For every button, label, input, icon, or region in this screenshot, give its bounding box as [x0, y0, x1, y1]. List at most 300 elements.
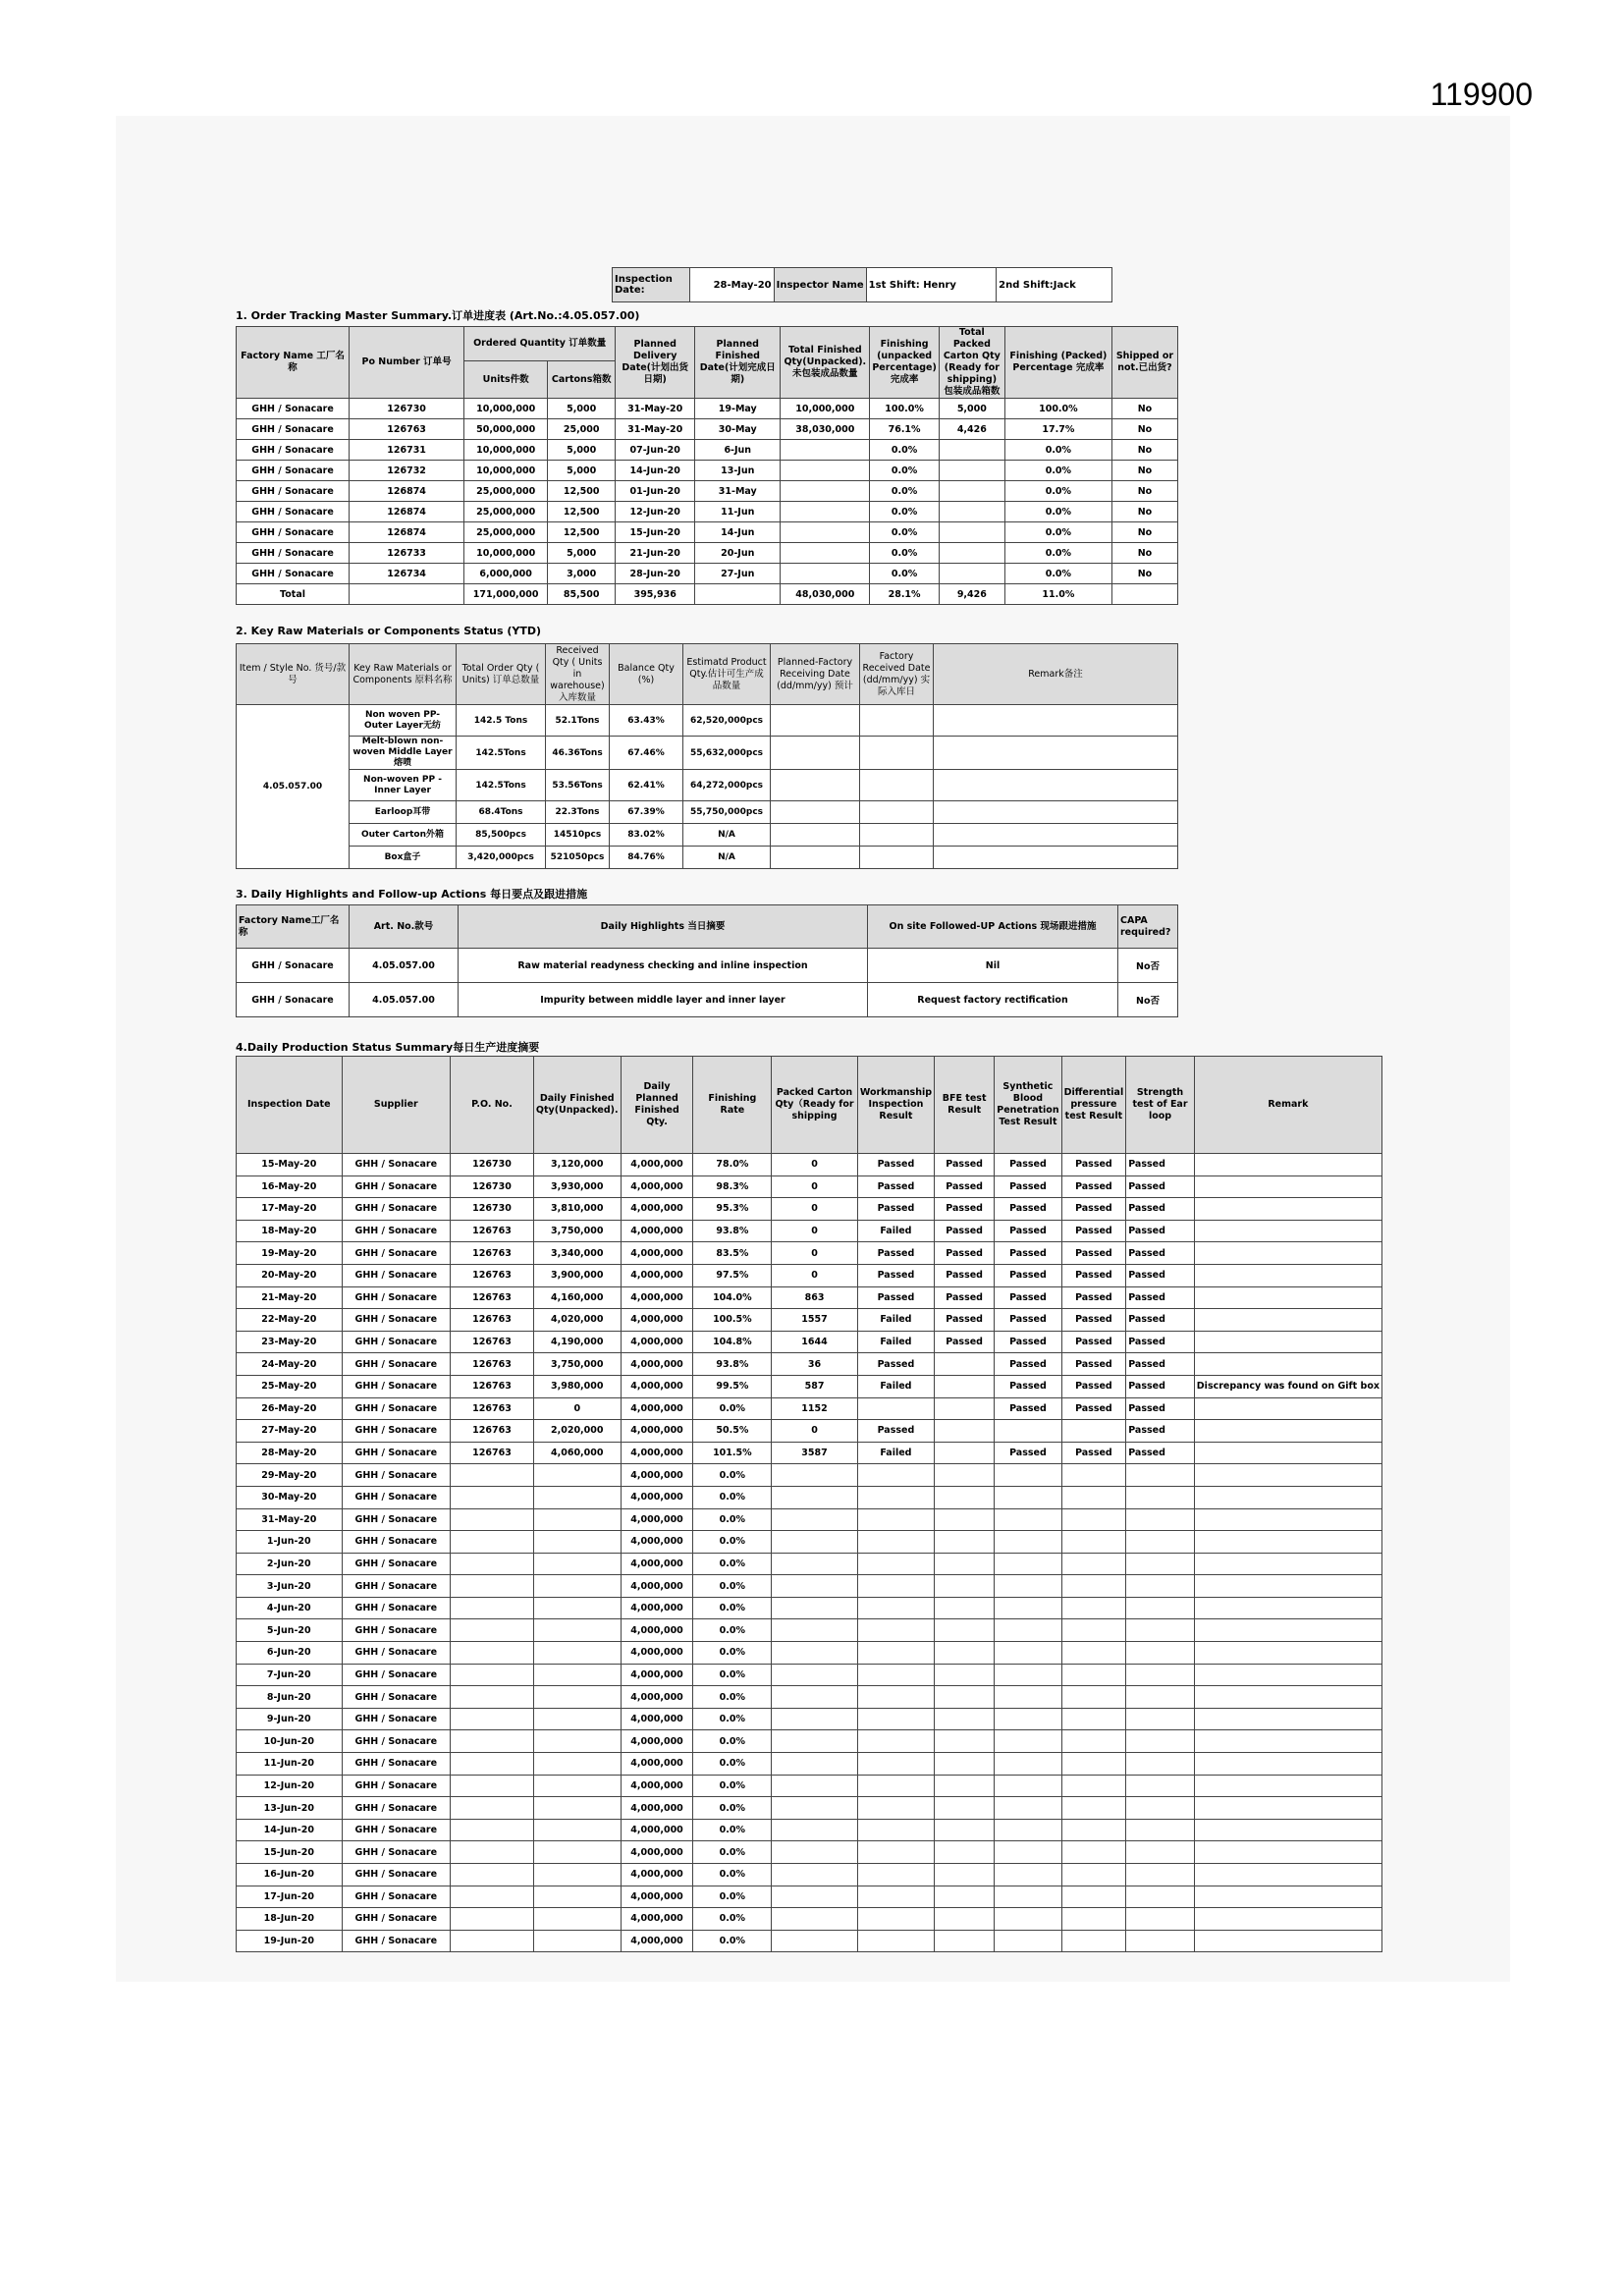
cell-col-8: Passed	[935, 1242, 995, 1265]
cell-order: 68.4Tons	[457, 801, 546, 824]
cell-delivery: 28-Jun-20	[616, 564, 695, 584]
cell-col-12	[1194, 1553, 1381, 1575]
order-tracking-rows	[237, 399, 1178, 605]
table-row	[237, 1597, 1382, 1619]
cell-col-3: 3,750,000	[533, 1353, 621, 1376]
cell-col-3: 3,750,000	[533, 1220, 621, 1242]
cell-col-6	[772, 1619, 858, 1642]
table-row	[237, 1175, 1382, 1198]
cell-col-0: 14-Jun-20	[237, 1819, 343, 1841]
h3-capa: CAPA required?	[1118, 905, 1178, 949]
cell-col-8: Passed	[935, 1331, 995, 1353]
cell-col-8	[935, 1464, 995, 1487]
cell-col-2: 126763	[451, 1397, 534, 1420]
cell-col-1: GHH / Sonacare	[342, 1264, 451, 1286]
cell-col-3	[533, 1486, 621, 1508]
cell-factory: GHH / Sonacare	[237, 419, 350, 440]
cell-col-2	[451, 1508, 534, 1531]
cell-col-6	[772, 1575, 858, 1598]
cell-col-3: 4,190,000	[533, 1331, 621, 1353]
cell-col-4: 4,000,000	[621, 1908, 693, 1931]
cell-col-6: 0	[772, 1420, 858, 1443]
cell-col-3	[533, 1797, 621, 1820]
cell-col-7	[857, 1686, 934, 1709]
cell-col-8	[935, 1930, 995, 1952]
h-units: Units件数	[464, 361, 548, 399]
cell-col-11	[1126, 1864, 1195, 1886]
cell-col-5: 0.0%	[693, 1819, 772, 1841]
cell-cartons: 12,500	[548, 502, 616, 522]
h-total-finished: Total Finished Qty(Unpacked).未包装成品数量	[781, 327, 870, 399]
cell-col-4: 4,000,000	[621, 1397, 693, 1420]
cell-col-8	[935, 1686, 995, 1709]
cell-col-8: Passed	[935, 1309, 995, 1332]
table-row	[237, 1508, 1382, 1531]
cell-cartons: 3,000	[548, 564, 616, 584]
cell-col-1: GHH / Sonacare	[342, 1508, 451, 1531]
cell-col-4: 4,000,000	[621, 1486, 693, 1508]
item-no: 4.05.057.00	[237, 705, 350, 869]
cell-balance: 67.46%	[610, 737, 683, 770]
cell-col-7	[857, 1664, 934, 1686]
cell-cartons: 25,000	[548, 419, 616, 440]
table-row	[237, 1642, 1382, 1665]
cell-col-8: Passed	[935, 1175, 995, 1198]
cell-col-7: Passed	[857, 1242, 934, 1265]
cell-col-3	[533, 1553, 621, 1575]
cell-units: 10,000,000	[464, 440, 548, 461]
table-row	[237, 419, 1178, 440]
cell-col-8: Passed	[935, 1264, 995, 1286]
h-total-packed: Total Packed Carton Qty (Ready for shipping) 包装成品箱数	[939, 327, 1004, 399]
cell-col-11	[1126, 1486, 1195, 1508]
cell-col-12	[1194, 1775, 1381, 1797]
cell-col-1: GHH / Sonacare	[342, 1486, 451, 1508]
cell-delivery: 07-Jun-20	[616, 440, 695, 461]
cell-col-4: 4,000,000	[621, 1775, 693, 1797]
cell-col-5: 0.0%	[693, 1886, 772, 1908]
cell-col-6	[772, 1642, 858, 1665]
cell-pct: 0.0%	[870, 522, 940, 543]
cell-col-3: 0	[533, 1397, 621, 1420]
cell-col-11	[1126, 1553, 1195, 1575]
cell-factory: GHH / Sonacare	[237, 983, 350, 1017]
cell-col-0: 7-Jun-20	[237, 1664, 343, 1686]
cell-col-8	[935, 1597, 995, 1619]
h2-item: Item / Style No. 货号/款号	[237, 644, 350, 705]
cell-col-0: 17-May-20	[237, 1198, 343, 1221]
cell-col-6: 3587	[772, 1442, 858, 1464]
cell-col-8	[935, 1908, 995, 1931]
cell-po: 126874	[350, 522, 464, 543]
cell-delivery: 31-May-20	[616, 419, 695, 440]
cell-estimated: 62,520,000pcs	[683, 705, 771, 737]
cell-factory: GHH / Sonacare	[237, 440, 350, 461]
cell-col-8	[935, 1375, 995, 1397]
cell-col-10	[1061, 1753, 1126, 1776]
h4-col-6: Packed Carton Qty（Ready for shipping	[772, 1057, 858, 1154]
cell-col-5: 0.0%	[693, 1531, 772, 1554]
cell-packed_pct: 100.0%	[1004, 399, 1111, 419]
cell-col-4: 4,000,000	[621, 1353, 693, 1376]
table-row	[237, 1797, 1382, 1820]
cell-col-4: 4,000,000	[621, 1642, 693, 1665]
cell-col-11	[1126, 1797, 1195, 1820]
cell-col-9: Passed	[995, 1286, 1061, 1309]
cell-col-1: GHH / Sonacare	[342, 1597, 451, 1619]
cell-col-0: 22-May-20	[237, 1309, 343, 1332]
cell-col-4: 4,000,000	[621, 1375, 693, 1397]
cell-balance: 62.41%	[610, 770, 683, 801]
cell-col-6: 1644	[772, 1331, 858, 1353]
cell-shipped: No	[1111, 502, 1177, 522]
cell-factory-received	[860, 801, 934, 824]
cell-col-0: 31-May-20	[237, 1508, 343, 1531]
cell-factory: GHH / Sonacare	[237, 502, 350, 522]
cell-po: 126731	[350, 440, 464, 461]
cell-factory: GHH / Sonacare	[237, 949, 350, 983]
table-row	[237, 1331, 1382, 1353]
cell-col-6	[772, 1486, 858, 1508]
cell-col-10: Passed	[1061, 1442, 1126, 1464]
table-row	[237, 1664, 1382, 1686]
cell-col-4: 4,000,000	[621, 1708, 693, 1730]
cell-col-8	[935, 1508, 995, 1531]
cell-col-3	[533, 1531, 621, 1554]
cell-col-9	[995, 1819, 1061, 1841]
inspection-date-label: Inspection Date:	[613, 268, 690, 302]
cell-col-10	[1061, 1619, 1126, 1642]
h-finishing-packed: Finishing (Packed) Percentage 完成率	[1004, 327, 1111, 399]
cell-col-1: GHH / Sonacare	[342, 1819, 451, 1841]
cell-order: 142.5Tons	[457, 770, 546, 801]
cell-col-11	[1126, 1930, 1195, 1952]
cell-col-1: GHH / Sonacare	[342, 1575, 451, 1598]
table-row	[237, 1198, 1382, 1221]
cell-col-11: Passed	[1126, 1242, 1195, 1265]
cell-col-10	[1061, 1730, 1126, 1753]
cell-action: Request factory rectification	[868, 983, 1118, 1017]
cell-col-10	[1061, 1775, 1126, 1797]
cell-shipped: No	[1111, 564, 1177, 584]
cell-col-0: 12-Jun-20	[237, 1775, 343, 1797]
table-row	[237, 1486, 1382, 1508]
cell-capa: No否	[1118, 949, 1178, 983]
cell-col-12	[1194, 1664, 1381, 1686]
cell-po: 126730	[350, 399, 464, 419]
cell-col-1: GHH / Sonacare	[342, 1175, 451, 1198]
cell-col-6	[772, 1553, 858, 1575]
cell-col-12	[1194, 1797, 1381, 1820]
cell-col-9: Passed	[995, 1242, 1061, 1265]
cell-col-7	[857, 1397, 934, 1420]
cell-col-4: 4,000,000	[621, 1753, 693, 1776]
cell-col-1: GHH / Sonacare	[342, 1309, 451, 1332]
cell-col-12	[1194, 1819, 1381, 1841]
cell-col-3: 3,930,000	[533, 1175, 621, 1198]
cell-col-6: 36	[772, 1353, 858, 1376]
cell-col-8	[935, 1819, 995, 1841]
inspector-label: Inspector Name	[774, 268, 866, 302]
cell-col-12	[1194, 1353, 1381, 1376]
cell-col-8	[935, 1442, 995, 1464]
cell-col-12	[1194, 1686, 1381, 1709]
cell-col-0: 16-Jun-20	[237, 1864, 343, 1886]
cell-col-5: 0.0%	[693, 1708, 772, 1730]
total-delivery: 395,936	[616, 584, 695, 605]
table-row	[237, 1264, 1382, 1286]
cell-col-8	[935, 1775, 995, 1797]
table-row	[237, 1309, 1382, 1332]
cell-col-4: 4,000,000	[621, 1841, 693, 1864]
cell-col-12	[1194, 1841, 1381, 1864]
cell-col-5: 93.8%	[693, 1220, 772, 1242]
total-row	[237, 584, 1178, 605]
cell-order: 85,500pcs	[457, 824, 546, 847]
cell-col-4: 4,000,000	[621, 1331, 693, 1353]
cell-finished: 6-Jun	[695, 440, 781, 461]
cell-col-2	[451, 1908, 534, 1931]
cell-col-1: GHH / Sonacare	[342, 1841, 451, 1864]
cell-planned	[771, 801, 860, 824]
cell-delivery: 15-Jun-20	[616, 522, 695, 543]
cell-col-3	[533, 1664, 621, 1686]
cell-col-5: 0.0%	[693, 1730, 772, 1753]
cell-col-10	[1061, 1797, 1126, 1820]
cell-col-0: 1-Jun-20	[237, 1531, 343, 1554]
cell-col-7: Failed	[857, 1309, 934, 1332]
cell-col-2	[451, 1531, 534, 1554]
cell-col-6	[772, 1775, 858, 1797]
cell-col-2: 126763	[451, 1331, 534, 1353]
cell-col-5: 0.0%	[693, 1464, 772, 1487]
h4-col-0: Inspection Date	[237, 1057, 343, 1154]
cell-finished: 30-May	[695, 419, 781, 440]
table-row	[237, 1619, 1382, 1642]
cell-po: 126874	[350, 502, 464, 522]
table-row	[237, 1553, 1382, 1575]
cell-col-7	[857, 1886, 934, 1908]
cell-packed_pct: 0.0%	[1004, 440, 1111, 461]
cell-col-4: 4,000,000	[621, 1819, 693, 1841]
cell-col-9: Passed	[995, 1154, 1061, 1176]
cell-col-7	[857, 1797, 934, 1820]
cell-packed	[939, 543, 1004, 564]
cell-col-11	[1126, 1597, 1195, 1619]
table-row	[237, 801, 1178, 824]
table-row	[237, 1730, 1382, 1753]
cell-col-2	[451, 1797, 534, 1820]
cell-total_finished	[781, 440, 870, 461]
cell-units: 25,000,000	[464, 522, 548, 543]
cell-col-3	[533, 1619, 621, 1642]
cell-received: 521050pcs	[546, 847, 610, 869]
cell-col-9	[995, 1708, 1061, 1730]
cell-units: 10,000,000	[464, 399, 548, 419]
cell-col-2	[451, 1841, 534, 1864]
cell-material: Box盒子	[350, 847, 457, 869]
h2-factory-received: Factory Received Date (dd/mm/yy) 实际入库日	[860, 644, 934, 705]
h3-art: Art. No.款号	[350, 905, 459, 949]
cell-finished: 13-Jun	[695, 461, 781, 481]
cell-col-0: 18-Jun-20	[237, 1908, 343, 1931]
cell-col-1: GHH / Sonacare	[342, 1775, 451, 1797]
cell-col-7	[857, 1730, 934, 1753]
cell-col-11	[1126, 1686, 1195, 1709]
cell-col-2: 126763	[451, 1286, 534, 1309]
cell-pct: 0.0%	[870, 461, 940, 481]
cell-col-10: Passed	[1061, 1286, 1126, 1309]
cell-col-11: Passed	[1126, 1286, 1195, 1309]
cell-remark	[934, 705, 1178, 737]
cell-col-3: 3,340,000	[533, 1242, 621, 1265]
cell-col-9	[995, 1486, 1061, 1508]
cell-planned	[771, 737, 860, 770]
cell-packed_pct: 0.0%	[1004, 461, 1111, 481]
cell-packed: 4,426	[939, 419, 1004, 440]
cell-pct: 0.0%	[870, 440, 940, 461]
h4-col-4: Daily Planned Finished Qty.	[621, 1057, 693, 1154]
cell-col-1: GHH / Sonacare	[342, 1397, 451, 1420]
cell-planned	[771, 824, 860, 847]
order-tracking-table	[236, 326, 1178, 605]
cell-balance: 63.43%	[610, 705, 683, 737]
cell-units: 50,000,000	[464, 419, 548, 440]
cell-total_finished	[781, 543, 870, 564]
cell-col-8: Passed	[935, 1198, 995, 1221]
cell-col-11: Passed	[1126, 1264, 1195, 1286]
cell-col-0: 23-May-20	[237, 1331, 343, 1353]
cell-col-0: 18-May-20	[237, 1220, 343, 1242]
cell-col-5: 0.0%	[693, 1575, 772, 1598]
cell-col-10: Passed	[1061, 1220, 1126, 1242]
cell-col-9: Passed	[995, 1198, 1061, 1221]
h4-col-3: Daily Finished Qty(Unpacked).	[533, 1057, 621, 1154]
cell-col-9	[995, 1730, 1061, 1753]
cell-col-5: 0.0%	[693, 1753, 772, 1776]
cell-action: Nil	[868, 949, 1118, 983]
cell-finished: 27-Jun	[695, 564, 781, 584]
cell-col-8: Passed	[935, 1154, 995, 1176]
cell-remark	[934, 737, 1178, 770]
cell-col-5: 0.0%	[693, 1597, 772, 1619]
table-row	[237, 1930, 1382, 1952]
cell-order: 142.5Tons	[457, 737, 546, 770]
h-planned-finished: Planned Finished Date(计划完成日期)	[695, 327, 781, 399]
cell-packed	[939, 461, 1004, 481]
cell-col-0: 5-Jun-20	[237, 1619, 343, 1642]
daily-highlights-rows	[237, 949, 1178, 1017]
section1-title: 1. Order Tracking Master Summary.订单进度表 (Art.No.:4.05.057.00)	[236, 309, 640, 322]
cell-col-12	[1194, 1286, 1381, 1309]
cell-col-12	[1194, 1175, 1381, 1198]
cell-col-7	[857, 1464, 934, 1487]
cell-factory: GHH / Sonacare	[237, 399, 350, 419]
cell-packed_pct: 17.7%	[1004, 419, 1111, 440]
cell-col-4: 4,000,000	[621, 1575, 693, 1598]
cell-col-6: 587	[772, 1375, 858, 1397]
cell-col-2: 126763	[451, 1420, 534, 1443]
cell-col-11	[1126, 1753, 1195, 1776]
cell-col-0: 13-Jun-20	[237, 1797, 343, 1820]
cell-col-11	[1126, 1619, 1195, 1642]
cell-col-7: Failed	[857, 1331, 934, 1353]
cell-col-11	[1126, 1508, 1195, 1531]
cell-col-1: GHH / Sonacare	[342, 1642, 451, 1665]
cell-delivery: 31-May-20	[616, 399, 695, 419]
cell-col-5: 95.3%	[693, 1198, 772, 1221]
cell-col-5: 101.5%	[693, 1442, 772, 1464]
cell-col-12	[1194, 1242, 1381, 1265]
cell-col-6: 863	[772, 1286, 858, 1309]
cell-col-2	[451, 1930, 534, 1952]
cell-col-3	[533, 1730, 621, 1753]
cell-col-9	[995, 1531, 1061, 1554]
cell-capa: No否	[1118, 983, 1178, 1017]
cell-col-12	[1194, 1575, 1381, 1598]
total-pct: 28.1%	[870, 584, 940, 605]
cell-delivery: 01-Jun-20	[616, 481, 695, 502]
cell-col-3	[533, 1753, 621, 1776]
h-finishing-pct: Finishing (unpacked Percentage) 完成率	[870, 327, 940, 399]
cell-shipped: No	[1111, 543, 1177, 564]
cell-col-5: 0.0%	[693, 1642, 772, 1665]
cell-col-10	[1061, 1464, 1126, 1487]
cell-col-4: 4,000,000	[621, 1154, 693, 1176]
cell-col-8	[935, 1642, 995, 1665]
cell-col-1: GHH / Sonacare	[342, 1708, 451, 1730]
section2-title: 2. Key Raw Materials or Components Status (YTD)	[236, 625, 542, 637]
cell-po: 126874	[350, 481, 464, 502]
cell-col-5: 83.5%	[693, 1242, 772, 1265]
cell-col-5: 0.0%	[693, 1908, 772, 1931]
daily-production-rows	[237, 1154, 1382, 1952]
cell-col-7	[857, 1708, 934, 1730]
cell-packed_pct: 0.0%	[1004, 564, 1111, 584]
cell-total_finished	[781, 502, 870, 522]
cell-col-8	[935, 1797, 995, 1820]
table-row	[237, 1375, 1382, 1397]
h4-col-9: Synthetic Blood Penetration Test Result	[995, 1057, 1061, 1154]
cell-col-6: 0	[772, 1154, 858, 1176]
cell-col-6	[772, 1908, 858, 1931]
cell-col-4: 4,000,000	[621, 1886, 693, 1908]
cell-col-4: 4,000,000	[621, 1686, 693, 1709]
cell-col-11	[1126, 1775, 1195, 1797]
cell-col-4: 4,000,000	[621, 1553, 693, 1575]
cell-col-2	[451, 1597, 534, 1619]
cell-col-10: Passed	[1061, 1264, 1126, 1286]
h3-highlights: Daily Highlights 当日摘要	[459, 905, 868, 949]
cell-cartons: 5,000	[548, 440, 616, 461]
cell-col-1: GHH / Sonacare	[342, 1220, 451, 1242]
cell-col-7: Passed	[857, 1420, 934, 1443]
cell-col-5: 98.3%	[693, 1175, 772, 1198]
cell-shipped: No	[1111, 481, 1177, 502]
cell-col-4: 4,000,000	[621, 1264, 693, 1286]
cell-col-1: GHH / Sonacare	[342, 1420, 451, 1443]
h2-order: Total Order Qty ( Units) 订单总数量	[457, 644, 546, 705]
raw-materials-table	[236, 643, 1178, 869]
cell-col-11: Passed	[1126, 1154, 1195, 1176]
cell-col-6	[772, 1864, 858, 1886]
cell-cartons: 5,000	[548, 461, 616, 481]
cell-col-8	[935, 1664, 995, 1686]
cell-po: 126733	[350, 543, 464, 564]
cell-col-7: Passed	[857, 1353, 934, 1376]
cell-col-7: Failed	[857, 1442, 934, 1464]
cell-col-0: 21-May-20	[237, 1286, 343, 1309]
